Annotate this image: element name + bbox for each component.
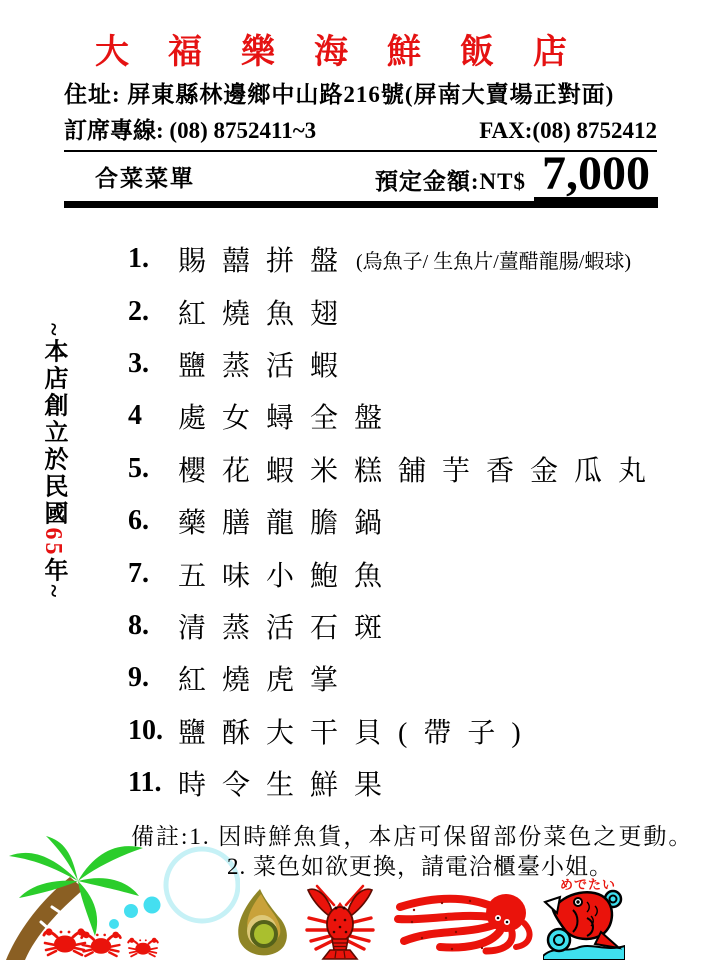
- dish-row: [128, 547, 712, 599]
- establishment-year: 65: [40, 527, 66, 558]
- fish-caption: めでたい: [560, 877, 617, 892]
- dish-number: 9.: [128, 662, 149, 694]
- dish-name: 紅燒魚翅: [178, 298, 355, 330]
- fax-line: FAX:(08) 8752412: [479, 118, 657, 143]
- dish-number: 4: [128, 400, 142, 432]
- establishment-note-suffix: 年~: [40, 557, 66, 600]
- dish-name: 鹽酥大干貝(帶子): [178, 717, 537, 749]
- dish-row: [128, 600, 712, 652]
- price-value: 7,000: [534, 152, 658, 201]
- lobster-icon: [304, 883, 376, 960]
- contact-row: [64, 112, 657, 145]
- establishment-note-prefix: ~本店創立於民國: [40, 323, 66, 528]
- dish-row: [128, 390, 712, 442]
- dish-row: [128, 233, 712, 285]
- price-label: 預定金額:NT$: [374, 168, 526, 194]
- menu-bar: [64, 146, 658, 201]
- phone-line: 訂席專線: (08) 8752411~3: [64, 118, 317, 143]
- dish-number: 6.: [128, 505, 149, 537]
- dish-name: 五味小鮑魚: [178, 560, 399, 592]
- shell-icon: [226, 886, 296, 960]
- dish-name: 時令生鮮果: [178, 770, 399, 802]
- dish-number: 3.: [128, 347, 149, 379]
- sea-bream-icon: [543, 886, 625, 960]
- octopus-icon: [394, 891, 538, 955]
- remark-line-2: 2. 菜色如欲更換，請電洽櫃臺小姐。: [227, 854, 613, 879]
- dish-row: [128, 652, 712, 704]
- dish-detail: (烏魚子/ 生魚片/薑醋龍腸/蝦球): [356, 250, 632, 273]
- dish-number: 8.: [128, 609, 149, 641]
- dish-name: 紅燒虎掌: [178, 665, 355, 697]
- dish-row: [128, 285, 712, 337]
- remark-line-1: 備註:1. 因時鮮魚貨，本店可保留部份菜色之更動。: [131, 824, 694, 849]
- address-line: 住址: 屏東縣林邊鄉中山路216號(屏南大賣場正對面): [64, 82, 615, 107]
- dish-name: 藥膳龍膽鍋: [178, 508, 399, 540]
- dish-row: [128, 443, 712, 495]
- palm-tree-and-crabs-icon: [0, 835, 240, 960]
- dish-number: 7.: [128, 557, 149, 589]
- restaurant-title: 大福樂海鮮飯店: [95, 34, 606, 71]
- establishment-note: [36, 323, 71, 623]
- dish-row: [128, 705, 712, 757]
- dish-list: [128, 233, 712, 809]
- dish-number: 10.: [128, 714, 163, 746]
- dish-number: 11.: [128, 767, 162, 799]
- dish-name: 櫻花蝦米糕舖芋香金瓜丸: [178, 455, 663, 487]
- menu-type-label: 合菜菜單: [95, 165, 195, 191]
- dish-number: 2.: [128, 295, 149, 327]
- dish-name: 賜囍拼盤: [178, 246, 355, 278]
- dish-name: 鹽蒸活蝦: [178, 350, 355, 382]
- dish-number: 1.: [128, 243, 149, 275]
- dish-row: [128, 757, 712, 809]
- dish-number: 5.: [128, 452, 149, 484]
- dish-row: [128, 338, 712, 390]
- dish-row: [128, 495, 712, 547]
- divider-thick: [64, 201, 658, 208]
- dish-name: 處女蟳全盤: [178, 403, 399, 435]
- dish-name: 清蒸活石斑: [178, 612, 399, 644]
- price-group: [374, 146, 658, 201]
